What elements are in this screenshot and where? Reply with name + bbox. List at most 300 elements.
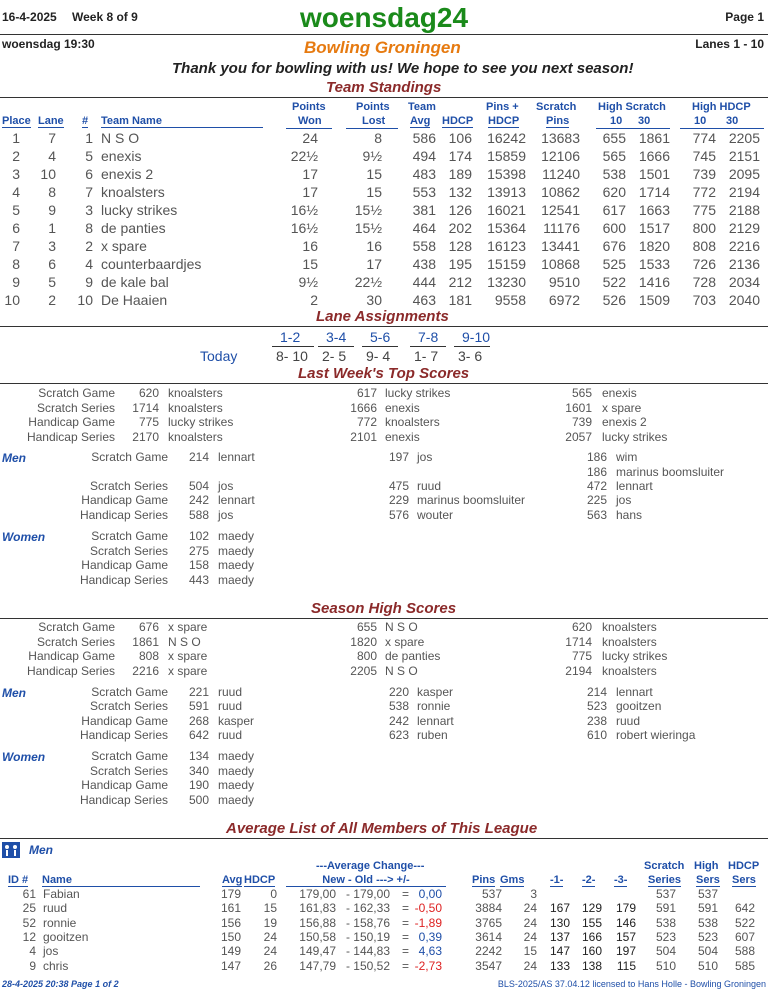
- average-hdcp-series: 642: [734, 901, 755, 916]
- score-value: 2205: [350, 663, 377, 678]
- standings-team-avg: 464: [412, 220, 436, 236]
- score-name: ruud: [616, 714, 641, 728]
- standings-team-avg: 444: [412, 274, 436, 290]
- score-value: 538: [388, 699, 409, 713]
- col-avg: Avg: [222, 874, 243, 886]
- col-avg-hdcp: HDCP: [244, 874, 276, 886]
- standings-high-hdcp-30: 2151: [728, 148, 760, 164]
- standings-high-hdcp-10: 726: [692, 256, 716, 272]
- score-category: Scratch Series: [89, 544, 168, 558]
- score-name: marinus boomsluiter: [616, 465, 725, 479]
- score-value: 2057: [565, 429, 592, 444]
- standings-scratch-pins: 13441: [541, 238, 580, 254]
- score-value: 197: [388, 450, 409, 464]
- score-name: maedy: [218, 573, 255, 587]
- average-row: [0, 901, 768, 915]
- lane-pair-divider: [318, 346, 354, 347]
- standings-row: [0, 202, 768, 220]
- average-row: [0, 930, 768, 944]
- col-high-sers-2: Sers: [696, 874, 720, 886]
- standings-high-scratch-10: 620: [602, 184, 626, 200]
- standings-scratch-pins: 10868: [541, 256, 580, 272]
- standings-team-name: counterbaardjes: [101, 256, 202, 272]
- standings-team-name: knoalsters: [101, 184, 165, 200]
- col-change: New - Old ---> +/-: [286, 874, 446, 887]
- score-category: Handicap Game: [28, 415, 115, 429]
- standings-lane: 3: [48, 238, 56, 254]
- col-game-3: -3-: [614, 874, 628, 886]
- season-title: Season High Scores: [311, 600, 457, 617]
- score-value: 808: [138, 649, 159, 663]
- score-value: 186: [586, 450, 607, 464]
- average-games: 24: [523, 929, 537, 944]
- average-old-avg: - 179,00: [345, 887, 390, 901]
- score-name: ruud: [218, 685, 243, 699]
- score-category: Handicap Series: [79, 573, 168, 587]
- average-old-avg: - 162,33: [345, 901, 390, 916]
- standings-hdcp: 126: [448, 202, 472, 218]
- standings-lane: 6: [48, 256, 56, 272]
- average-high-series: 523: [697, 929, 718, 944]
- lane-pair-divider: [454, 346, 490, 347]
- standings-points-lost: 17: [366, 256, 382, 272]
- standings-team-number: 9: [85, 274, 93, 290]
- standings-high-scratch-10: 676: [602, 238, 626, 254]
- average-name: Fabian: [43, 887, 80, 901]
- score-value: 340: [188, 764, 209, 778]
- score-name: lucky strikes: [168, 415, 234, 429]
- league-title: woensdag24: [300, 2, 469, 33]
- average-hdcp: 24: [263, 944, 277, 959]
- average-game-2: 129: [581, 901, 602, 916]
- col-scratch-series-2: Series: [648, 874, 682, 886]
- col-points-won-1: Points: [292, 101, 326, 113]
- score-value: 800: [356, 649, 377, 663]
- score-name: de panties: [385, 649, 441, 663]
- average-section-label: Men: [29, 843, 53, 857]
- standings-lane: 9: [48, 202, 56, 218]
- score-value: 620: [138, 386, 159, 400]
- last-week-men-label: Men: [2, 451, 26, 465]
- standings-lane: 1: [48, 220, 56, 236]
- average-equals: =: [402, 887, 410, 901]
- average-equals: =: [402, 929, 410, 944]
- col-points-lost-1: Points: [356, 101, 390, 113]
- col-points-won-2: Won: [298, 115, 322, 127]
- standings-high-scratch-10: 617: [602, 202, 626, 218]
- score-name: maedy: [218, 529, 255, 543]
- average-id: 61: [22, 887, 36, 901]
- standings-points-lost: 8: [374, 130, 382, 146]
- average-game-3: 115: [616, 958, 636, 973]
- standings-high-hdcp-30: 2136: [728, 256, 760, 272]
- standings-row: [0, 220, 768, 238]
- average-games: 24: [523, 958, 537, 973]
- standings-points-lost: 15½: [354, 220, 382, 236]
- score-name: wim: [616, 450, 638, 464]
- score-value: 1714: [132, 400, 159, 415]
- average-game-1: 147: [549, 944, 570, 959]
- standings-points-lost: 15½: [354, 202, 382, 218]
- average-hdcp: 15: [263, 901, 277, 916]
- average-pins: 3884: [475, 901, 502, 916]
- standings-high-scratch-30: 1416: [638, 274, 670, 290]
- col-team-avg-1: Team: [408, 101, 436, 113]
- today-label: Today: [200, 348, 238, 364]
- standings-pins-hdcp: 16123: [487, 238, 526, 254]
- standings-points-won: 16: [302, 238, 318, 254]
- score-name: N S O: [168, 634, 201, 649]
- col-high-hdcp-30: 30: [726, 115, 739, 127]
- score-name: ronnie: [417, 699, 451, 713]
- col-high-scratch: High Scratch: [598, 101, 666, 113]
- score-name: jos: [218, 508, 234, 522]
- standings-high-scratch-30: 1820: [638, 238, 670, 254]
- standings-row: [0, 130, 768, 148]
- average-avg: 179: [220, 887, 241, 901]
- score-value: 229: [388, 493, 409, 507]
- average-game-2: 166: [581, 929, 602, 944]
- standings-place: 1: [12, 130, 20, 146]
- average-game-1: 130: [549, 915, 570, 930]
- average-equals: =: [402, 958, 410, 973]
- average-name: ruud: [43, 901, 68, 916]
- standings-lane: 5: [48, 274, 56, 290]
- score-value: 134: [188, 749, 209, 763]
- score-value: 565: [571, 386, 592, 400]
- col-lost-underline: [346, 115, 398, 129]
- average-pins: 3547: [475, 958, 502, 973]
- score-category: Scratch Game: [38, 386, 115, 400]
- average-equals: =: [402, 944, 410, 959]
- standings-row: [0, 184, 768, 202]
- standings-points-lost: 16: [366, 238, 382, 254]
- standings-high-scratch-30: 1517: [638, 220, 670, 236]
- standings-high-hdcp-30: 2129: [728, 220, 760, 236]
- score-value: 739: [571, 415, 592, 429]
- average-id: 4: [29, 944, 36, 959]
- average-old-avg: - 158,76: [345, 915, 390, 930]
- standings-points-won: 15: [302, 256, 318, 272]
- average-new-avg: 156,88: [299, 915, 336, 930]
- men-section-icon: [2, 842, 20, 858]
- standings-team-avg: 483: [412, 166, 436, 182]
- standings-points-won: 24: [302, 130, 318, 146]
- score-value: 102: [188, 529, 209, 543]
- score-name: N S O: [385, 620, 418, 634]
- average-row: [0, 959, 768, 973]
- standings-scratch-pins: 10862: [541, 184, 580, 200]
- season-women-label: Women: [2, 750, 46, 764]
- col-high-hdcp: High HDCP: [692, 101, 751, 113]
- score-value: 772: [356, 415, 377, 429]
- standings-pins-hdcp: 15364: [487, 220, 526, 236]
- average-old-avg: - 150,19: [345, 929, 390, 944]
- average-change: -2,73: [414, 958, 442, 973]
- average-high-series: 504: [697, 944, 718, 959]
- standings-hdcp: 195: [448, 256, 472, 272]
- score-value: 775: [138, 415, 159, 429]
- score-name: lennart: [218, 493, 255, 507]
- average-id: 25: [22, 901, 36, 916]
- standings-high-hdcp-10: 775: [692, 202, 716, 218]
- average-title: Average List of All Members of This League: [226, 820, 538, 837]
- score-value: 504: [188, 479, 209, 493]
- score-value: 1861: [132, 634, 159, 649]
- standings-scratch-pins: 12541: [541, 202, 580, 218]
- score-name: knoalsters: [168, 386, 223, 400]
- average-change: -0,50: [414, 901, 442, 916]
- season-message: Thank you for bowling with us! We hope to see you next season!: [172, 60, 634, 77]
- standings-team-name: enexis: [101, 148, 142, 164]
- average-new-avg: 149,47: [299, 944, 336, 959]
- standings-team-name: N S O: [101, 130, 140, 146]
- standings-lane: 4: [48, 148, 56, 164]
- score-value: 1601: [565, 400, 592, 415]
- average-scratch-series: 510: [655, 958, 676, 973]
- average-scratch-series: 504: [655, 944, 676, 959]
- col-won-underline: [286, 115, 332, 129]
- score-value: 190: [188, 778, 209, 792]
- average-high-series: 537: [697, 887, 718, 901]
- score-value: 2170: [132, 429, 159, 444]
- average-game-2: 138: [581, 958, 602, 973]
- standings-high-scratch-30: 1714: [638, 184, 670, 200]
- standings-high-scratch-10: 565: [602, 148, 626, 164]
- standings-row: [0, 166, 768, 184]
- average-game-1: 133: [549, 958, 570, 973]
- col-high-scratch-10: 10: [610, 115, 623, 127]
- score-value: 1714: [565, 634, 592, 649]
- average-name: gooitzen: [43, 929, 89, 944]
- average-new-avg: 150,58: [299, 929, 336, 944]
- score-name: knoalsters: [602, 620, 657, 634]
- standings-hdcp: 189: [448, 166, 472, 182]
- standings-high-hdcp-30: 2216: [728, 238, 760, 254]
- score-name: enexis: [385, 429, 420, 444]
- score-name: jos: [417, 450, 433, 464]
- standings-hdcp: 212: [448, 274, 472, 290]
- score-category: Handicap Series: [26, 663, 115, 678]
- score-name: knoalsters: [602, 663, 657, 678]
- score-name: lennart: [616, 479, 653, 493]
- standings-place: 6: [12, 220, 20, 236]
- standings-row: [0, 256, 768, 274]
- score-category: Scratch Series: [36, 634, 115, 649]
- average-row: [0, 916, 768, 930]
- standings-team-number: 3: [85, 202, 93, 218]
- lanes-title: Lane Assignments: [316, 308, 449, 325]
- score-value: 1666: [350, 400, 377, 415]
- col-high-scratch-30: 30: [638, 115, 651, 127]
- standings-high-scratch-10: 522: [602, 274, 626, 290]
- score-value: 620: [571, 620, 592, 634]
- score-value: 2216: [132, 663, 159, 678]
- last-week-women-label: Women: [2, 530, 46, 544]
- average-avg: 150: [220, 929, 241, 944]
- standings-high-hdcp-30: 2040: [728, 292, 760, 308]
- score-category: Scratch Game: [91, 529, 168, 543]
- standings-team-name: de panties: [101, 220, 166, 236]
- footer-printed: 28-4-2025 20:38 Page 1 of 2: [2, 979, 119, 989]
- standings-pins-hdcp: 13230: [487, 274, 526, 290]
- standings-high-hdcp-10: 728: [692, 274, 716, 290]
- standings-scratch-pins: 6972: [548, 292, 580, 308]
- standings-pins-hdcp: 16021: [487, 202, 526, 218]
- average-old-avg: - 144,83: [345, 944, 390, 959]
- col-high-hdcp-underline: [680, 115, 764, 129]
- score-name: enexis: [602, 386, 637, 400]
- average-equals: =: [402, 915, 410, 930]
- standings-team-name: De Haaien: [101, 292, 168, 308]
- col-team-number: #: [82, 115, 89, 127]
- score-category: Scratch Game: [91, 685, 168, 699]
- score-category: Handicap Game: [81, 558, 168, 572]
- score-name: enexis: [385, 400, 420, 415]
- score-value: 2101: [350, 429, 377, 444]
- score-value: 158: [188, 558, 209, 572]
- average-name: jos: [43, 944, 59, 959]
- standings-team-number: 6: [85, 166, 93, 182]
- average-id: 12: [22, 929, 36, 944]
- score-name: gooitzen: [616, 699, 662, 713]
- average-new-avg: 147,79: [299, 958, 336, 973]
- average-scratch-series: 537: [655, 887, 676, 901]
- standings-points-lost: 15: [366, 184, 382, 200]
- score-name: lennart: [218, 450, 255, 464]
- average-game-3: 197: [615, 944, 636, 959]
- standings-team-avg: 381: [412, 202, 436, 218]
- score-name: maedy: [218, 778, 255, 792]
- lane-pair-divider: [362, 346, 398, 347]
- score-name: N S O: [385, 663, 418, 678]
- average-hdcp-series: 607: [734, 929, 755, 944]
- score-value: 617: [356, 386, 377, 400]
- score-value: 242: [188, 493, 209, 507]
- standings-high-scratch-30: 1509: [638, 292, 670, 308]
- score-value: 472: [586, 479, 607, 493]
- standings-team-number: 4: [85, 256, 93, 272]
- average-games: 24: [523, 901, 537, 916]
- standings-team-number: 2: [85, 238, 93, 254]
- average-hdcp: 26: [263, 958, 277, 973]
- col-team-avg-2: Avg: [410, 115, 431, 127]
- standings-high-hdcp-10: 774: [692, 130, 716, 146]
- score-category: Handicap Series: [79, 508, 168, 522]
- score-value: 610: [586, 728, 607, 742]
- average-game-2: 160: [581, 944, 602, 959]
- score-category: Handicap Game: [81, 714, 168, 728]
- standings-lane: 8: [48, 184, 56, 200]
- report-date: 16-4-2025: [2, 10, 57, 24]
- score-name: knoalsters: [602, 634, 657, 649]
- standings-points-lost: 15: [366, 166, 382, 182]
- average-game-1: 167: [549, 901, 570, 916]
- standings-high-hdcp-10: 745: [692, 148, 716, 164]
- standings-high-hdcp-10: 703: [692, 292, 716, 308]
- col-hdcp: HDCP: [442, 115, 474, 127]
- lane-pair: 1-2: [280, 329, 301, 345]
- day-time: woensdag 19:30: [2, 37, 95, 51]
- average-high-series: 591: [697, 901, 718, 916]
- average-avg: 156: [220, 915, 241, 930]
- average-scratch-series: 523: [655, 929, 676, 944]
- score-value: 220: [388, 685, 409, 699]
- col-game-2: -2-: [582, 874, 596, 886]
- standings-team-name: enexis 2: [101, 166, 154, 182]
- score-value: 443: [188, 573, 209, 587]
- standings-high-hdcp-30: 2034: [728, 274, 760, 290]
- standings-high-hdcp-10: 808: [692, 238, 716, 254]
- standings-scratch-pins: 11240: [542, 166, 580, 182]
- standings-lane: 7: [48, 130, 56, 146]
- col-id: ID #: [8, 874, 29, 886]
- score-name: ruud: [218, 728, 243, 742]
- lane-pair-divider: [272, 346, 314, 347]
- lane-pair: 5-6: [370, 329, 391, 345]
- average-pins: 3614: [475, 929, 502, 944]
- standings-high-scratch-30: 1666: [638, 148, 670, 164]
- score-category: Handicap Game: [28, 649, 115, 663]
- score-category: Scratch Game: [91, 749, 168, 763]
- score-category: Scratch Game: [38, 620, 115, 634]
- standings-high-hdcp-30: 2205: [728, 130, 760, 146]
- col-points-lost-2: Lost: [362, 115, 386, 127]
- score-value: 775: [571, 649, 592, 663]
- standings-place: 7: [12, 238, 20, 254]
- score-value: 214: [188, 450, 209, 464]
- standings-hdcp: 174: [448, 148, 472, 164]
- col-pins-hdcp-1: Pins +: [486, 101, 519, 113]
- average-games: 24: [523, 915, 537, 930]
- standings-high-hdcp-30: 2095: [728, 166, 760, 182]
- col-avg-change: ---Average Change---: [316, 860, 425, 872]
- score-name: maedy: [218, 764, 255, 778]
- score-name: maedy: [218, 544, 255, 558]
- standings-high-scratch-10: 600: [602, 220, 626, 236]
- standings-high-scratch-10: 655: [602, 130, 626, 146]
- average-hdcp: 0: [270, 887, 277, 901]
- average-hdcp: 24: [263, 929, 277, 944]
- standings-hdcp: 181: [448, 292, 472, 308]
- standings-pins-hdcp: 15159: [487, 256, 526, 272]
- score-category: Scratch Series: [89, 764, 168, 778]
- standings-team-name: x spare: [101, 238, 147, 254]
- score-value: 655: [356, 620, 377, 634]
- score-name: x spare: [168, 663, 208, 678]
- season-men-label: Men: [2, 686, 26, 700]
- col-place: Place: [2, 115, 31, 127]
- standings-pins-hdcp: 16242: [487, 130, 526, 146]
- standings-pins-hdcp: 9558: [494, 292, 526, 308]
- score-name: ruud: [417, 479, 442, 493]
- average-new-avg: 179,00: [299, 887, 336, 901]
- standings-team-number: 5: [85, 148, 93, 164]
- standings-team-avg: 558: [412, 238, 436, 254]
- score-category: Scratch Series: [89, 699, 168, 713]
- lane-matchup: 8- 10: [276, 348, 308, 364]
- col-hdcp-sers-2: Sers: [732, 874, 756, 886]
- score-value: 275: [188, 544, 209, 558]
- score-name: x spare: [385, 634, 425, 649]
- score-name: lennart: [616, 685, 653, 699]
- average-games: 15: [523, 944, 537, 959]
- col-high-scratch-underline: [596, 115, 670, 129]
- standings-points-won: 9½: [298, 274, 318, 290]
- average-avg: 149: [220, 944, 241, 959]
- average-name: ronnie: [43, 915, 77, 930]
- average-avg: 161: [220, 901, 241, 916]
